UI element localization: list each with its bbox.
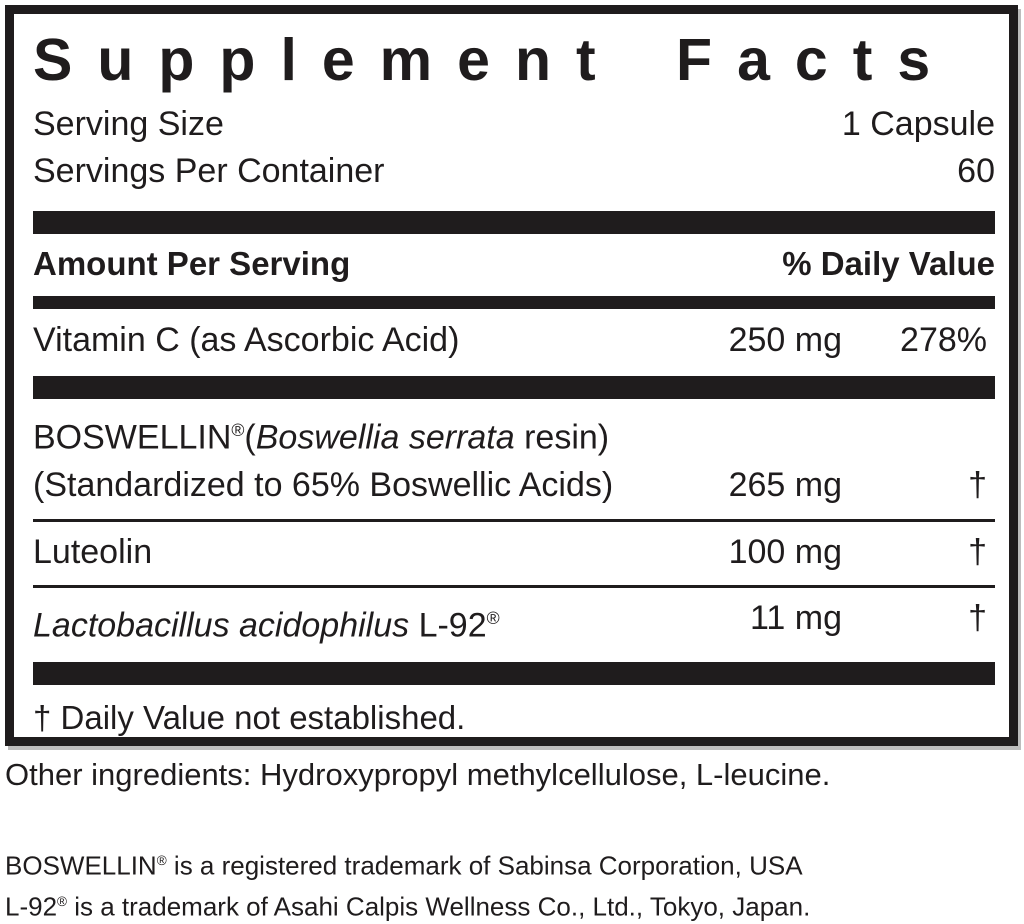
divider-bar-top bbox=[33, 211, 995, 234]
boswellin-name bbox=[33, 406, 697, 509]
servings-per-container-label: Servings Per Container bbox=[33, 152, 385, 190]
trademark1-brand: BOSWELLIN bbox=[5, 850, 157, 881]
registered-mark: ® bbox=[231, 420, 245, 440]
lactobacillus-strain: L-92 bbox=[409, 606, 487, 645]
supplement-facts-panel bbox=[5, 5, 1018, 746]
servings-per-container-value: 60 bbox=[957, 152, 995, 190]
vitamin-c-name: Vitamin C (as Ascorbic Acid) bbox=[33, 321, 460, 359]
luteolin-name: Luteolin bbox=[33, 533, 153, 572]
other-ingredients-text: Other ingredients: Hydroxypropyl methylcellulose, L-leucine. bbox=[5, 757, 831, 792]
boswellin-name-line2: (Standardized to 65% Boswellic Acids) bbox=[33, 466, 614, 505]
serving-size-label: Serving Size bbox=[33, 105, 224, 143]
daily-value-header: % Daily Value bbox=[782, 245, 995, 282]
boswellin-brand: BOSWELLIN bbox=[33, 418, 232, 457]
boswellin-paren: ( bbox=[244, 418, 256, 457]
trademark2-brand: L-92 bbox=[5, 891, 58, 922]
trademark1-text: is a registered trademark of Sabinsa Corporation, USA bbox=[166, 850, 803, 881]
boswellin-suffix: resin) bbox=[514, 418, 610, 457]
ingredient-row-lactobacillus bbox=[33, 585, 995, 661]
trademark2-text: is a trademark of Asahi Calpis Wellness Co., Ltd., Tokyo, Japan. bbox=[67, 891, 811, 922]
panel-title: Supplement Facts bbox=[33, 27, 956, 93]
ingredient-row-boswellin bbox=[33, 399, 995, 519]
servings-per-container-row bbox=[33, 148, 995, 195]
serving-size-row bbox=[33, 101, 995, 148]
registered-mark: ® bbox=[156, 853, 167, 868]
divider-bar-header bbox=[33, 296, 995, 309]
divider-bar-middle bbox=[33, 376, 995, 399]
amount-per-serving-header: Amount Per Serving bbox=[33, 245, 351, 282]
vitamin-c-amount: 250 mg bbox=[728, 321, 842, 359]
serving-size-value: 1 Capsule bbox=[841, 105, 995, 143]
registered-mark: ® bbox=[486, 608, 500, 629]
divider-bar-bottom bbox=[33, 662, 995, 685]
vitamin-c-daily-value: 278% bbox=[900, 321, 987, 359]
ingredient-row-vitamin-c bbox=[33, 309, 995, 376]
lactobacillus-name bbox=[33, 595, 697, 649]
trademark-line-l92 bbox=[5, 884, 810, 924]
luteolin-daily-value: † bbox=[968, 533, 987, 572]
column-header-row bbox=[33, 234, 995, 296]
boswellin-amount: 265 mg bbox=[728, 466, 842, 505]
luteolin-amount: 100 mg bbox=[728, 533, 842, 572]
boswellin-daily-value: † bbox=[968, 466, 987, 505]
boswellin-species: Boswellia serrata bbox=[255, 418, 515, 457]
boswellin-name-line1 bbox=[33, 406, 697, 461]
registered-mark: ® bbox=[57, 893, 68, 909]
trademark-block bbox=[5, 843, 810, 924]
lactobacillus-amount: 11 mg bbox=[750, 599, 842, 638]
lactobacillus-daily-value: † bbox=[968, 599, 987, 638]
lactobacillus-species: Lactobacillus acidophilus bbox=[33, 606, 410, 645]
ingredient-row-luteolin bbox=[33, 519, 995, 585]
daily-value-footnote: † Daily Value not established. bbox=[33, 698, 466, 736]
trademark-line-boswellin bbox=[5, 843, 810, 884]
